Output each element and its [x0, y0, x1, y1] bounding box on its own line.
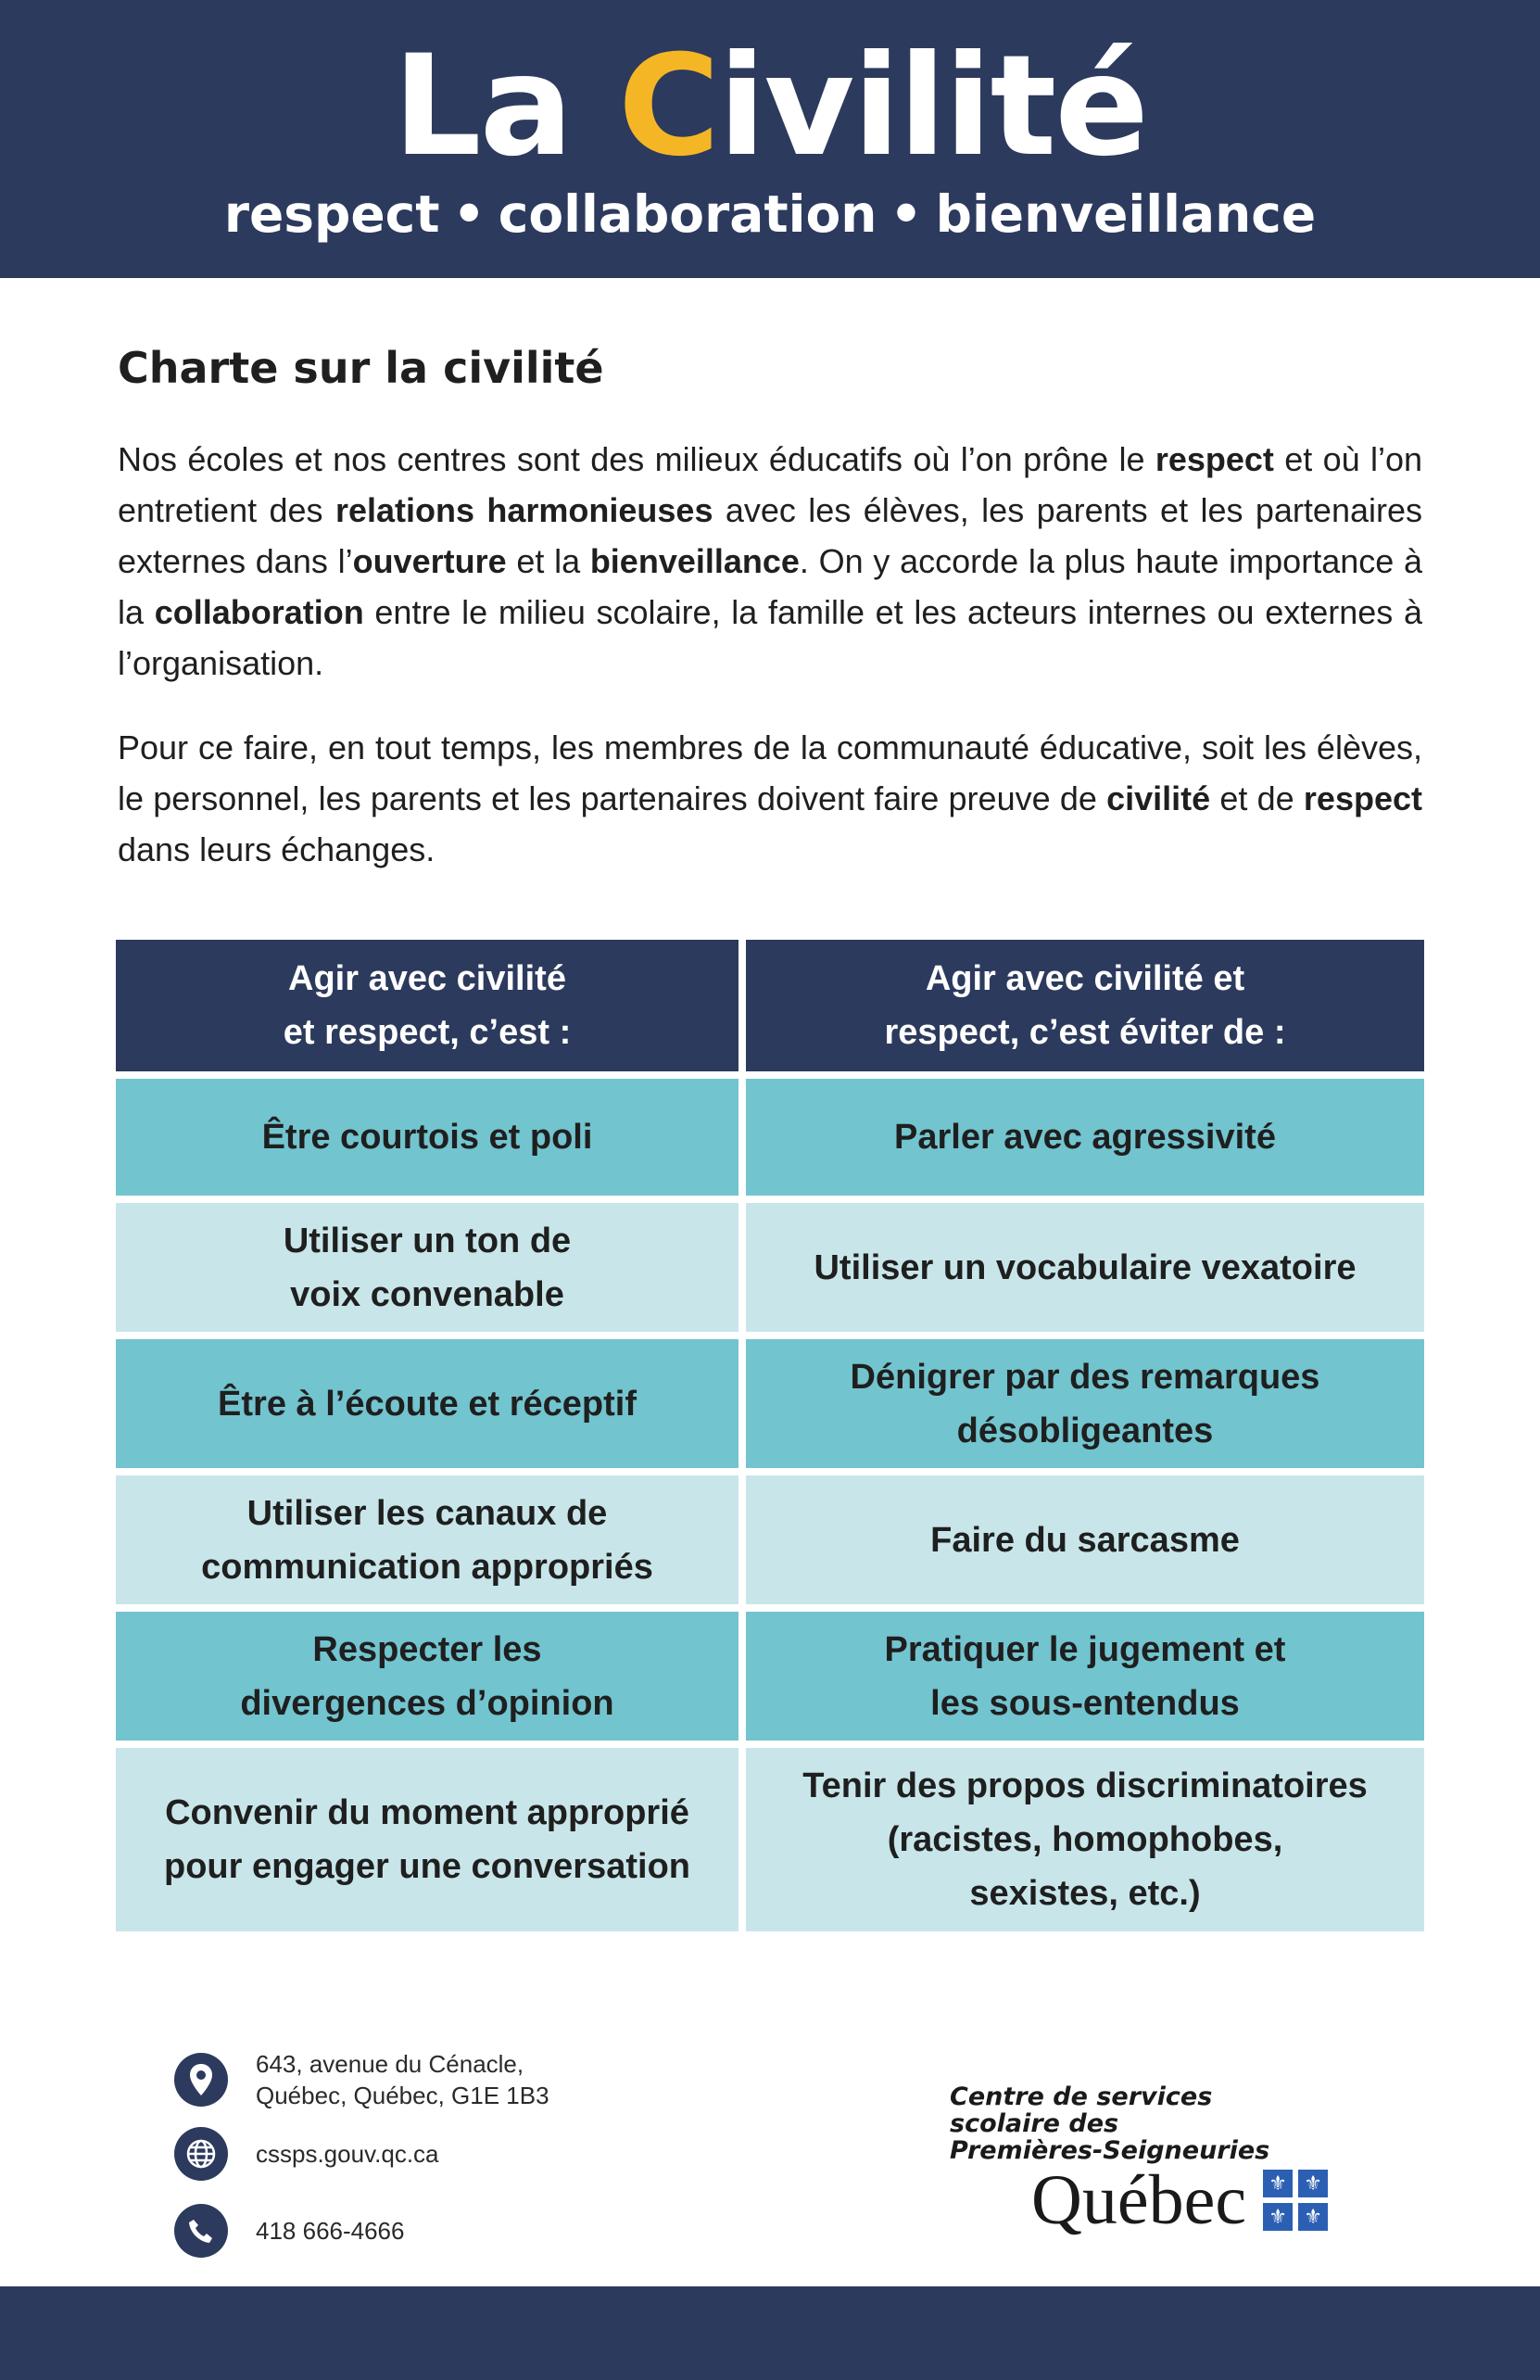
- contact-address: 643, avenue du Cénacle, Québec, Québec, G1E 1B3: [174, 2048, 549, 2111]
- phone-icon: [174, 2204, 228, 2258]
- table-cell-avoid: Pratiquer le jugement et les sous-entendus: [746, 1612, 1424, 1741]
- contact-phone[interactable]: [174, 2204, 404, 2258]
- table-cell-do: Utiliser un ton de voix convenable: [116, 1203, 738, 1332]
- table-cell-avoid: Dénigrer par des remarques désobligeantes: [746, 1339, 1424, 1468]
- section-heading: Charte sur la civilité: [118, 343, 604, 393]
- table-cell-avoid: Utiliser un vocabulaire vexatoire: [746, 1203, 1424, 1332]
- contact-website[interactable]: [174, 2127, 439, 2181]
- table-cell-do: Être courtois et poli: [116, 1079, 738, 1196]
- phone-number[interactable]: 418 666-4666: [256, 2217, 405, 2245]
- title-accent-letter: C: [618, 26, 719, 187]
- fleur-de-lis-icon: ⚜: [1263, 2203, 1293, 2231]
- second-paragraph: Pour ce faire, en tout temps, les membres de la communauté éducative, soit les élèves, le personnel, les parents et les partenaires doivent faire preuve de civilité et de respect dans leurs échanges.: [118, 728, 1422, 868]
- intro-paragraph: Nos écoles et nos centres sont des milieux éducatifs où l’on prône le respect et où l’on entretient des relations harmonieuses avec les élèves, les parents et les partenaires externes dans l’ouverture et la bienveillance. On y accorde la plus haute importance à la collaboration entre le milieu scolaire, la famille et les acteurs internes ou externes à l’organisation.: [118, 440, 1422, 682]
- quebec-wordmark: Québec: [1031, 2161, 1247, 2239]
- table-cell-do: Être à l’écoute et réceptif: [116, 1339, 738, 1468]
- table-header-avoid: Agir avec civilité et respect, c’est éviter de :: [746, 940, 1424, 1071]
- table-cell-avoid: Faire du sarcasme: [746, 1475, 1424, 1604]
- table-cell-do: Convenir du moment approprié pour engager une conversation: [116, 1748, 738, 1931]
- table-cell-avoid: Parler avec agressivité: [746, 1079, 1424, 1196]
- fleur-de-lis-icon: ⚜: [1298, 2203, 1328, 2231]
- tagline: respect • collaboration • bienveillance: [223, 184, 1317, 244]
- table-cell-do: Utiliser les canaux de communication appropriés: [116, 1475, 738, 1604]
- fleur-de-lis-icon: ⚜: [1298, 2170, 1328, 2197]
- table-cell-do: Respecter les divergences d’opinion: [116, 1612, 738, 1741]
- website-link[interactable]: cssps.gouv.qc.ca: [256, 2140, 439, 2168]
- location-pin-icon: [174, 2053, 228, 2107]
- organization-logo: Centre de services scolaire des Premières-Seigneuries Québec ⚜ ⚜ ⚜ ⚜: [950, 2083, 1269, 2164]
- civility-table: [116, 940, 1424, 1931]
- table-cell-avoid: Tenir des propos discriminatoires (racistes, homophobes, sexistes, etc.): [746, 1748, 1424, 1931]
- fleur-de-lis-icon: ⚜: [1263, 2170, 1293, 2197]
- quebec-flag: [1263, 2170, 1328, 2231]
- page-title: La Civilité: [392, 26, 1147, 187]
- footer-bar: [0, 2286, 1540, 2380]
- table-header-do: Agir avec civilité et respect, c’est :: [116, 940, 738, 1071]
- globe-icon: [174, 2127, 228, 2181]
- header-banner: [0, 0, 1540, 278]
